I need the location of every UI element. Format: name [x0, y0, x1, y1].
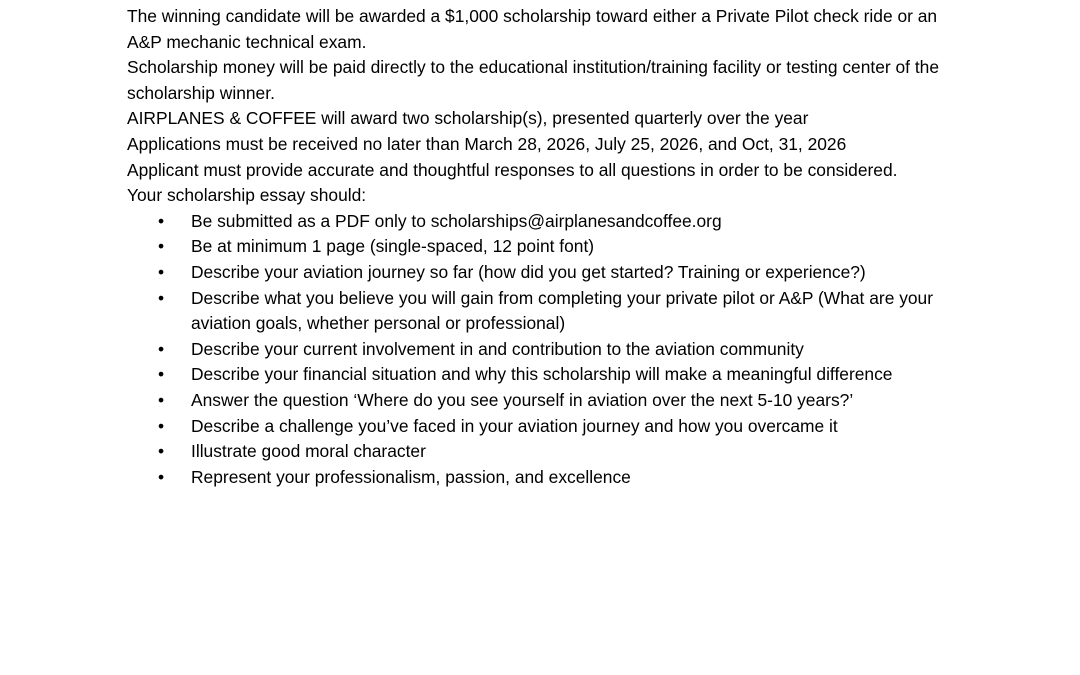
list-item-text: Describe a challenge you’ve faced in your aviation journey and how you overcame it: [191, 415, 838, 436]
award-paragraph: The winning candidate will be awarded a $1,000 scholarship toward either a Private Pilot check ride or an A&P mechanic technical exam.: [127, 6, 938, 52]
bullet-icon: •: [158, 236, 165, 257]
responses-paragraph: Applicant must provide accurate and thoughtful responses to all questions in order to be considered.: [127, 159, 898, 180]
document-body: [127, 4, 957, 490]
list-item-text: Represent your professionalism, passion, and excellence: [191, 466, 631, 487]
bullet-icon: •: [158, 210, 165, 231]
list-item: [127, 439, 957, 465]
list-item-text: Be at minimum 1 page (single-spaced, 12 point font): [191, 236, 595, 257]
list-item-text: Describe your current involvement in and contribution to the aviation community: [191, 338, 804, 359]
list-item: [127, 362, 957, 388]
list-item-text: Describe what you believe you will gain from completing your private pilot or A&P (What are your aviation goals, whether personal or professional): [191, 287, 934, 334]
award-count-paragraph: AIRPLANES & COFFEE will award two scholarship(s), presented quarterly over the year: [127, 108, 809, 129]
bullet-icon: •: [158, 364, 165, 385]
bullet-icon: •: [158, 287, 165, 308]
list-item: [127, 465, 957, 491]
bullet-icon: •: [158, 261, 165, 282]
list-item-text: Illustrate good moral character: [191, 441, 426, 462]
bullet-icon: •: [158, 338, 165, 359]
list-item: [127, 234, 957, 260]
clipped-text-fragment: [127, 0, 139, 1]
list-item: [127, 286, 957, 337]
list-item-text: Answer the question ‘Where do you see yourself in aviation over the next 5-10 years?’: [191, 389, 854, 410]
bullet-icon: •: [158, 466, 165, 487]
essay-requirements-list: [127, 209, 957, 491]
essay-intro: Your scholarship essay should:: [127, 185, 367, 206]
list-item: [127, 209, 957, 235]
bullet-icon: •: [158, 389, 165, 410]
bullet-icon: •: [158, 441, 165, 462]
deadlines-paragraph: Applications must be received no later than March 28, 2026, July 25, 2026, and Oct, 31, 2026: [127, 133, 847, 154]
list-item: [127, 388, 957, 414]
list-item-text: Be submitted as a PDF only to scholarships@airplanesandcoffee.org: [191, 210, 722, 231]
bullet-icon: •: [158, 415, 165, 436]
list-item-text: Describe your aviation journey so far (how did you get started? Training or experience?): [191, 261, 866, 282]
list-item-text: Describe your financial situation and why this scholarship will make a meaningful difference: [191, 364, 893, 385]
list-item: [127, 414, 957, 440]
list-item: [127, 260, 957, 286]
payment-paragraph: Scholarship money will be paid directly to the educational institution/training facility or testing center of the scholarship winner.: [127, 57, 940, 103]
list-item: [127, 337, 957, 363]
